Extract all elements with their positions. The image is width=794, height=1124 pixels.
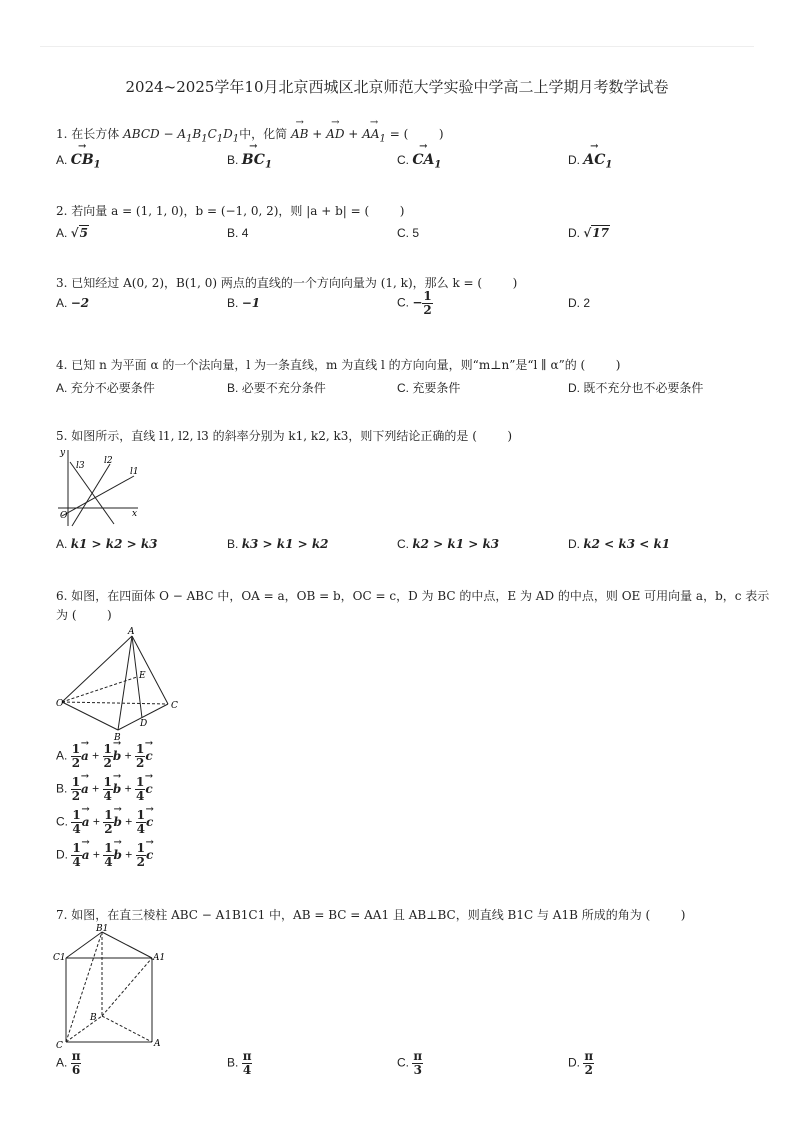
fig-label-b1: B1 [96, 924, 109, 934]
q3-option-a[interactable]: A. −2 [56, 296, 90, 310]
q2-option-c[interactable]: C. 5 [397, 226, 420, 240]
question-6-line-1: 6. 如图，在四面体 O − ABC 中，OA = a，OB = b，OC = c，D 为 BC 的中点，E 为 AD 的中点，则 OE 可用向量 a，b，c 表示 [56, 589, 770, 603]
question-5: 5. 如图所示，直线 l1, l2, l3 的斜率分别为 k1, k2, k3，则下列结论正确的是 ( ) [56, 429, 513, 443]
q6-option-c[interactable]: C. $\frac{1}{4}$ → a + $\frac{1}{2}$ → b + $\frac{1}{4}$ → c [56, 809, 153, 836]
q3-option-d[interactable]: D. 2 [568, 296, 591, 310]
q2-option-b[interactable]: B. 4 [227, 226, 249, 240]
fig-label-o: O [56, 699, 64, 709]
q1-option-c[interactable]: C. → $CA_1$ [397, 152, 441, 170]
q5-option-c[interactable]: C. k2 > k1 > k3 [397, 537, 500, 551]
q1-option-a[interactable]: A. → $CB_1$ [56, 152, 101, 170]
q2-option-a[interactable]: A. √5 [56, 226, 88, 240]
fig-label-a: A [128, 627, 135, 637]
q5-option-d[interactable]: D. k2 < k3 < k1 [568, 537, 671, 551]
q6-figure [56, 626, 182, 742]
question-4: 4. 已知 n 为平面 α 的一个法向量，l 为一条直线，m 为直线 l 的方向向量，则“m⊥n”是“l ∥ α”的 ( ) [56, 358, 621, 372]
q6-option-a[interactable]: A. $\frac{1}{2}$ → a + $\frac{1}{2}$ → b + $\frac{1}{2}$ → c [56, 743, 153, 770]
q3-option-c[interactable]: C. − $\frac{1}{2}$ [397, 289, 432, 317]
q7-option-c[interactable]: C. $\frac{\pi}{3}$ [397, 1049, 423, 1077]
fig-label-a: A [154, 1039, 161, 1049]
top-rule [40, 46, 754, 47]
fig-label-c: C [171, 701, 178, 711]
q7-option-b[interactable]: B. $\frac{\pi}{4}$ [227, 1049, 252, 1077]
fig-label-d: D [140, 719, 148, 729]
q2-option-d[interactable]: D. √17 [568, 226, 609, 240]
q5-option-b[interactable]: B. k3 > k1 > k2 [227, 537, 329, 551]
q5-option-a[interactable]: A. k1 > k2 > k3 [56, 537, 158, 551]
fig-label-e: E [139, 671, 146, 681]
line-l3 [70, 462, 114, 524]
fig-label-x: x [132, 509, 138, 519]
fig-label-l2: l2 [104, 456, 113, 466]
question-7: 7. 如图，在直三棱柱 ABC − A1B1C1 中，AB = BC = AA1 且 AB⊥BC，则直线 B1C 与 A1B 所成的角为 ( ) [56, 908, 686, 922]
page-title: 2024~2025学年10月北京西城区北京师范大学实验中学高二上学期月考数学试卷 [125, 78, 669, 96]
question-6-line-2: 为 ( ) [56, 608, 112, 622]
fig-label-c1: C1 [53, 953, 66, 963]
q7-option-a[interactable]: A. $\frac{\pi}{6}$ [56, 1049, 81, 1077]
line-l1 [62, 476, 134, 516]
fig-label-b: B [90, 1013, 97, 1023]
fig-label-a1: A1 [153, 953, 166, 963]
question-1: 1. 在长方体 ABCD − $A_1B_1C_1D_1$中，化简 → AB + → AD + → $AA_1$ = ( ) [56, 126, 444, 147]
q4-option-a[interactable]: A. 充分不必要条件 [56, 381, 155, 395]
question-2: 2. 若向量 a = (1, 1, 0)，b = (−1, 0, 2)，则 |a + b| = ( ) [56, 204, 405, 218]
q6-option-b[interactable]: B. $\frac{1}{2}$ → a + $\frac{1}{4}$ → b + $\frac{1}{4}$ → c [56, 776, 153, 803]
fig-label-o: O [60, 511, 68, 521]
q7-option-d[interactable]: D. $\frac{\pi}{2}$ [568, 1049, 594, 1077]
question-3: 3. 已知经过 A(0, 2)，B(1, 0) 两点的直线的一个方向向量为 (1, k)，那么 k = ( ) [56, 276, 518, 290]
q3-option-b[interactable]: B. −1 [227, 296, 261, 310]
fig-label-b: B [114, 733, 121, 742]
q1-option-d[interactable]: D. → $AC_1$ [568, 152, 612, 170]
fig-label-l1: l1 [130, 467, 139, 477]
q4-option-d[interactable]: D. 既不充分也不必要条件 [568, 381, 704, 395]
q4-option-b[interactable]: B. 必要不充分条件 [227, 381, 326, 395]
fig-label-c: C [56, 1041, 63, 1050]
fig-label-y: y [60, 448, 66, 458]
q5-figure [56, 446, 142, 528]
fig-label-l3: l3 [76, 461, 85, 471]
q6-option-d[interactable]: D. $\frac{1}{4}$ → a + $\frac{1}{4}$ → b + $\frac{1}{2}$ → c [56, 842, 153, 869]
q7-figure [52, 922, 168, 1050]
q1-option-b[interactable]: B. → $BC_1$ [227, 152, 272, 170]
q4-option-c[interactable]: C. 充要条件 [397, 381, 461, 395]
